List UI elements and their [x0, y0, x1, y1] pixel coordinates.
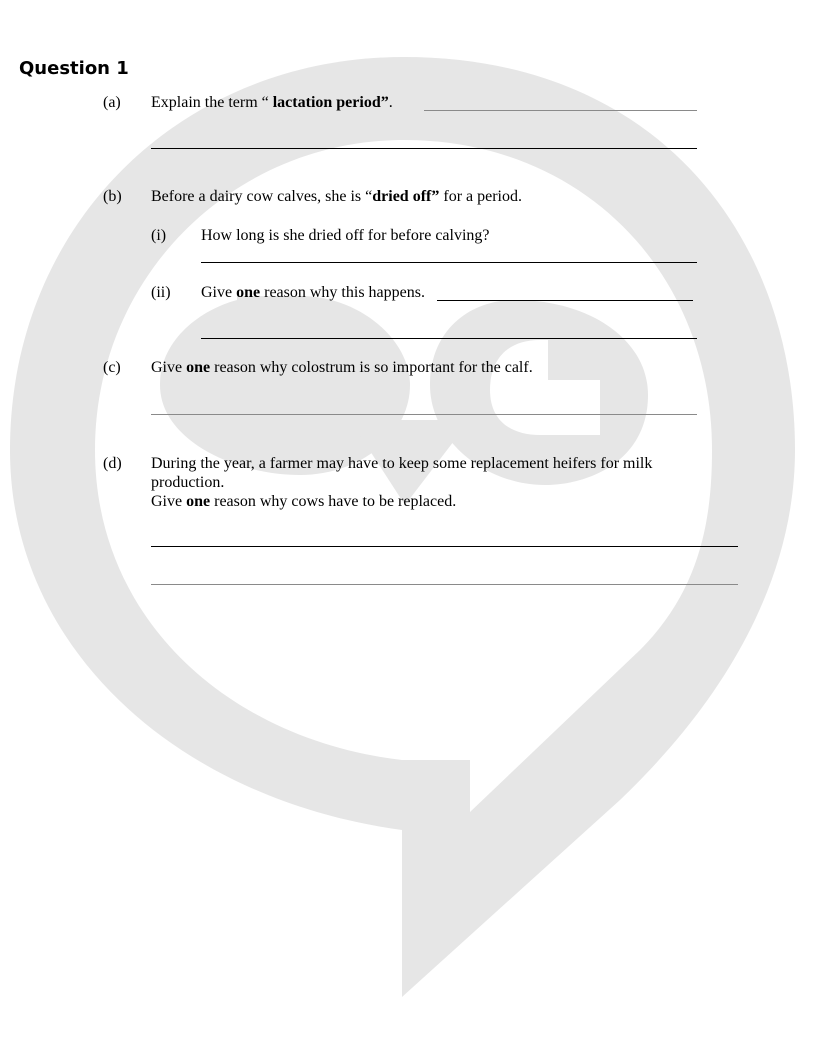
part-b-ii-question: [201, 283, 425, 302]
answer-line-b-i[interactable]: [201, 262, 697, 263]
answer-line-d2[interactable]: [151, 584, 738, 585]
part-b-ii-text-after: reason why this happens.: [260, 284, 425, 301]
question-title: Question 1: [19, 58, 129, 79]
part-c-text-after: reason why colostrum is so important for the calf.: [210, 359, 533, 376]
part-a-label: (a): [103, 94, 121, 111]
part-c-question: [151, 358, 533, 377]
part-c-text-before: Give: [151, 359, 187, 376]
part-d-label: (d): [103, 455, 122, 472]
part-b-ii-text-before: Give: [201, 284, 237, 301]
part-b-label: (b): [103, 188, 122, 205]
part-a-term: lactation period”: [272, 94, 389, 111]
part-d-text-before: Give: [151, 493, 187, 510]
part-b-text-before: Before a dairy cow calves, she is “: [151, 188, 373, 205]
part-a-text-before: Explain the term “: [151, 94, 273, 111]
part-b-term: dried off”: [372, 188, 440, 205]
part-b-text-after: for a period.: [439, 188, 522, 205]
part-d-question: [151, 492, 456, 511]
part-a-text-after: .: [388, 94, 393, 111]
part-b-ii-emphasis: one: [236, 284, 261, 301]
part-d-emphasis: one: [186, 493, 211, 510]
part-b-question: [151, 187, 522, 206]
part-d-line2: production.: [151, 474, 225, 491]
part-a-question: [151, 93, 393, 112]
part-b-i-label: (i): [151, 227, 167, 244]
answer-line-b-ii-2[interactable]: [201, 338, 697, 339]
part-d-line1: During the year, a farmer may have to keep some replacement heifers for milk: [151, 455, 653, 472]
part-b-i-question: How long is she dried off for before calving?: [201, 227, 490, 244]
answer-line-c[interactable]: [151, 414, 697, 415]
answer-line-a1[interactable]: [424, 110, 697, 111]
part-b-ii-label: (ii): [151, 284, 171, 301]
part-c-emphasis: one: [186, 359, 211, 376]
answer-line-b-ii-1[interactable]: [437, 300, 693, 301]
part-c-label: (c): [103, 359, 121, 376]
answer-line-d1[interactable]: [151, 546, 738, 547]
part-d-text-after: reason why cows have to be replaced.: [210, 493, 457, 510]
answer-line-a2[interactable]: [151, 148, 697, 149]
